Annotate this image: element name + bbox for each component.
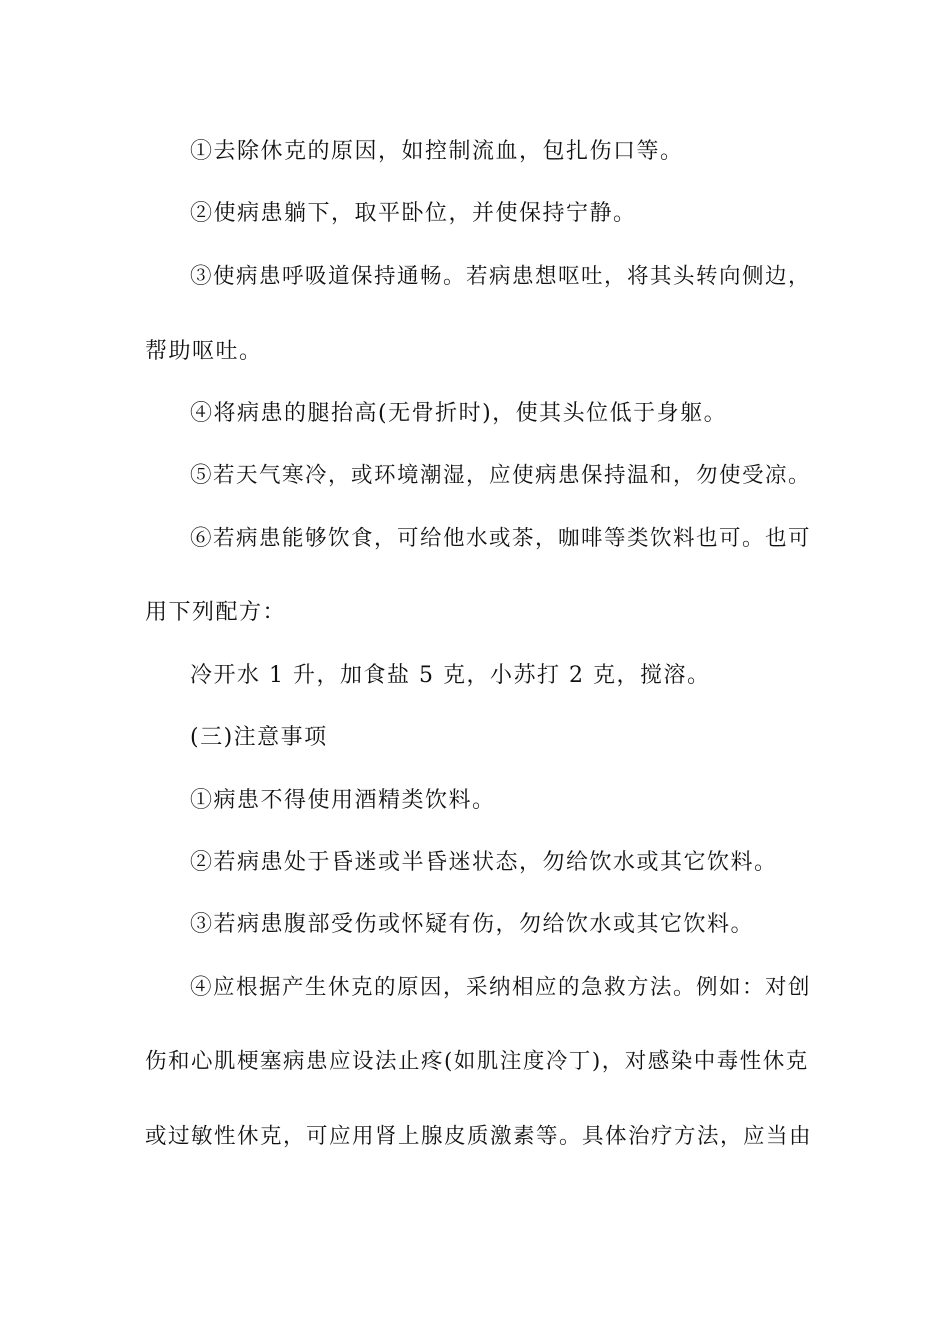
text-line-7: ⑥若病患能够饮食，可给他水或茶，咖啡等类饮料也可。也可: [190, 526, 812, 551]
text-line-5: ④将病患的腿抬高(无骨折时)，使其头位低于身躯。: [190, 401, 728, 426]
text-line-11: ①病患不得使用酒精类饮料。: [190, 788, 496, 813]
section-heading: (三)注意事项: [190, 725, 328, 750]
text-line-3: ③使病患呼吸道保持通畅。若病患想呕吐，将其头转向侧边，: [190, 264, 812, 289]
text-line-12: ②若病患处于昏迷或半昏迷状态，勿给饮水或其它饮料。: [190, 850, 778, 875]
text-line-9: 冷开水 1 升，加食盐 5 克，小苏打 2 克，搅溶。: [190, 663, 711, 688]
text-line-14: ④应根据产生休克的原因，采纳相应的急救方法。例如：对创: [190, 975, 812, 1000]
text-line-8: 用下列配方：: [145, 600, 287, 625]
text-line-1: ①去除休克的原因，如控制流血，包扎伤口等。: [190, 139, 684, 164]
text-line-15: 伤和心肌梗塞病患应设法止疼(如肌注度冷丁)，对感染中毒性休克: [145, 1049, 809, 1074]
text-line-6: ⑤若天气寒冷，或环境潮湿，应使病患保持温和，勿使受凉。: [190, 463, 812, 488]
text-line-16: 或过敏性休克，可应用肾上腺皮质激素等。具体治疗方法，应当由: [145, 1124, 813, 1149]
text-line-4: 帮助呕吐。: [145, 339, 263, 364]
text-line-13: ③若病患腹部受伤或怀疑有伤，勿给饮水或其它饮料。: [190, 912, 755, 937]
text-line-2: ②使病患躺下，取平卧位，并使保持宁静。: [190, 201, 637, 226]
